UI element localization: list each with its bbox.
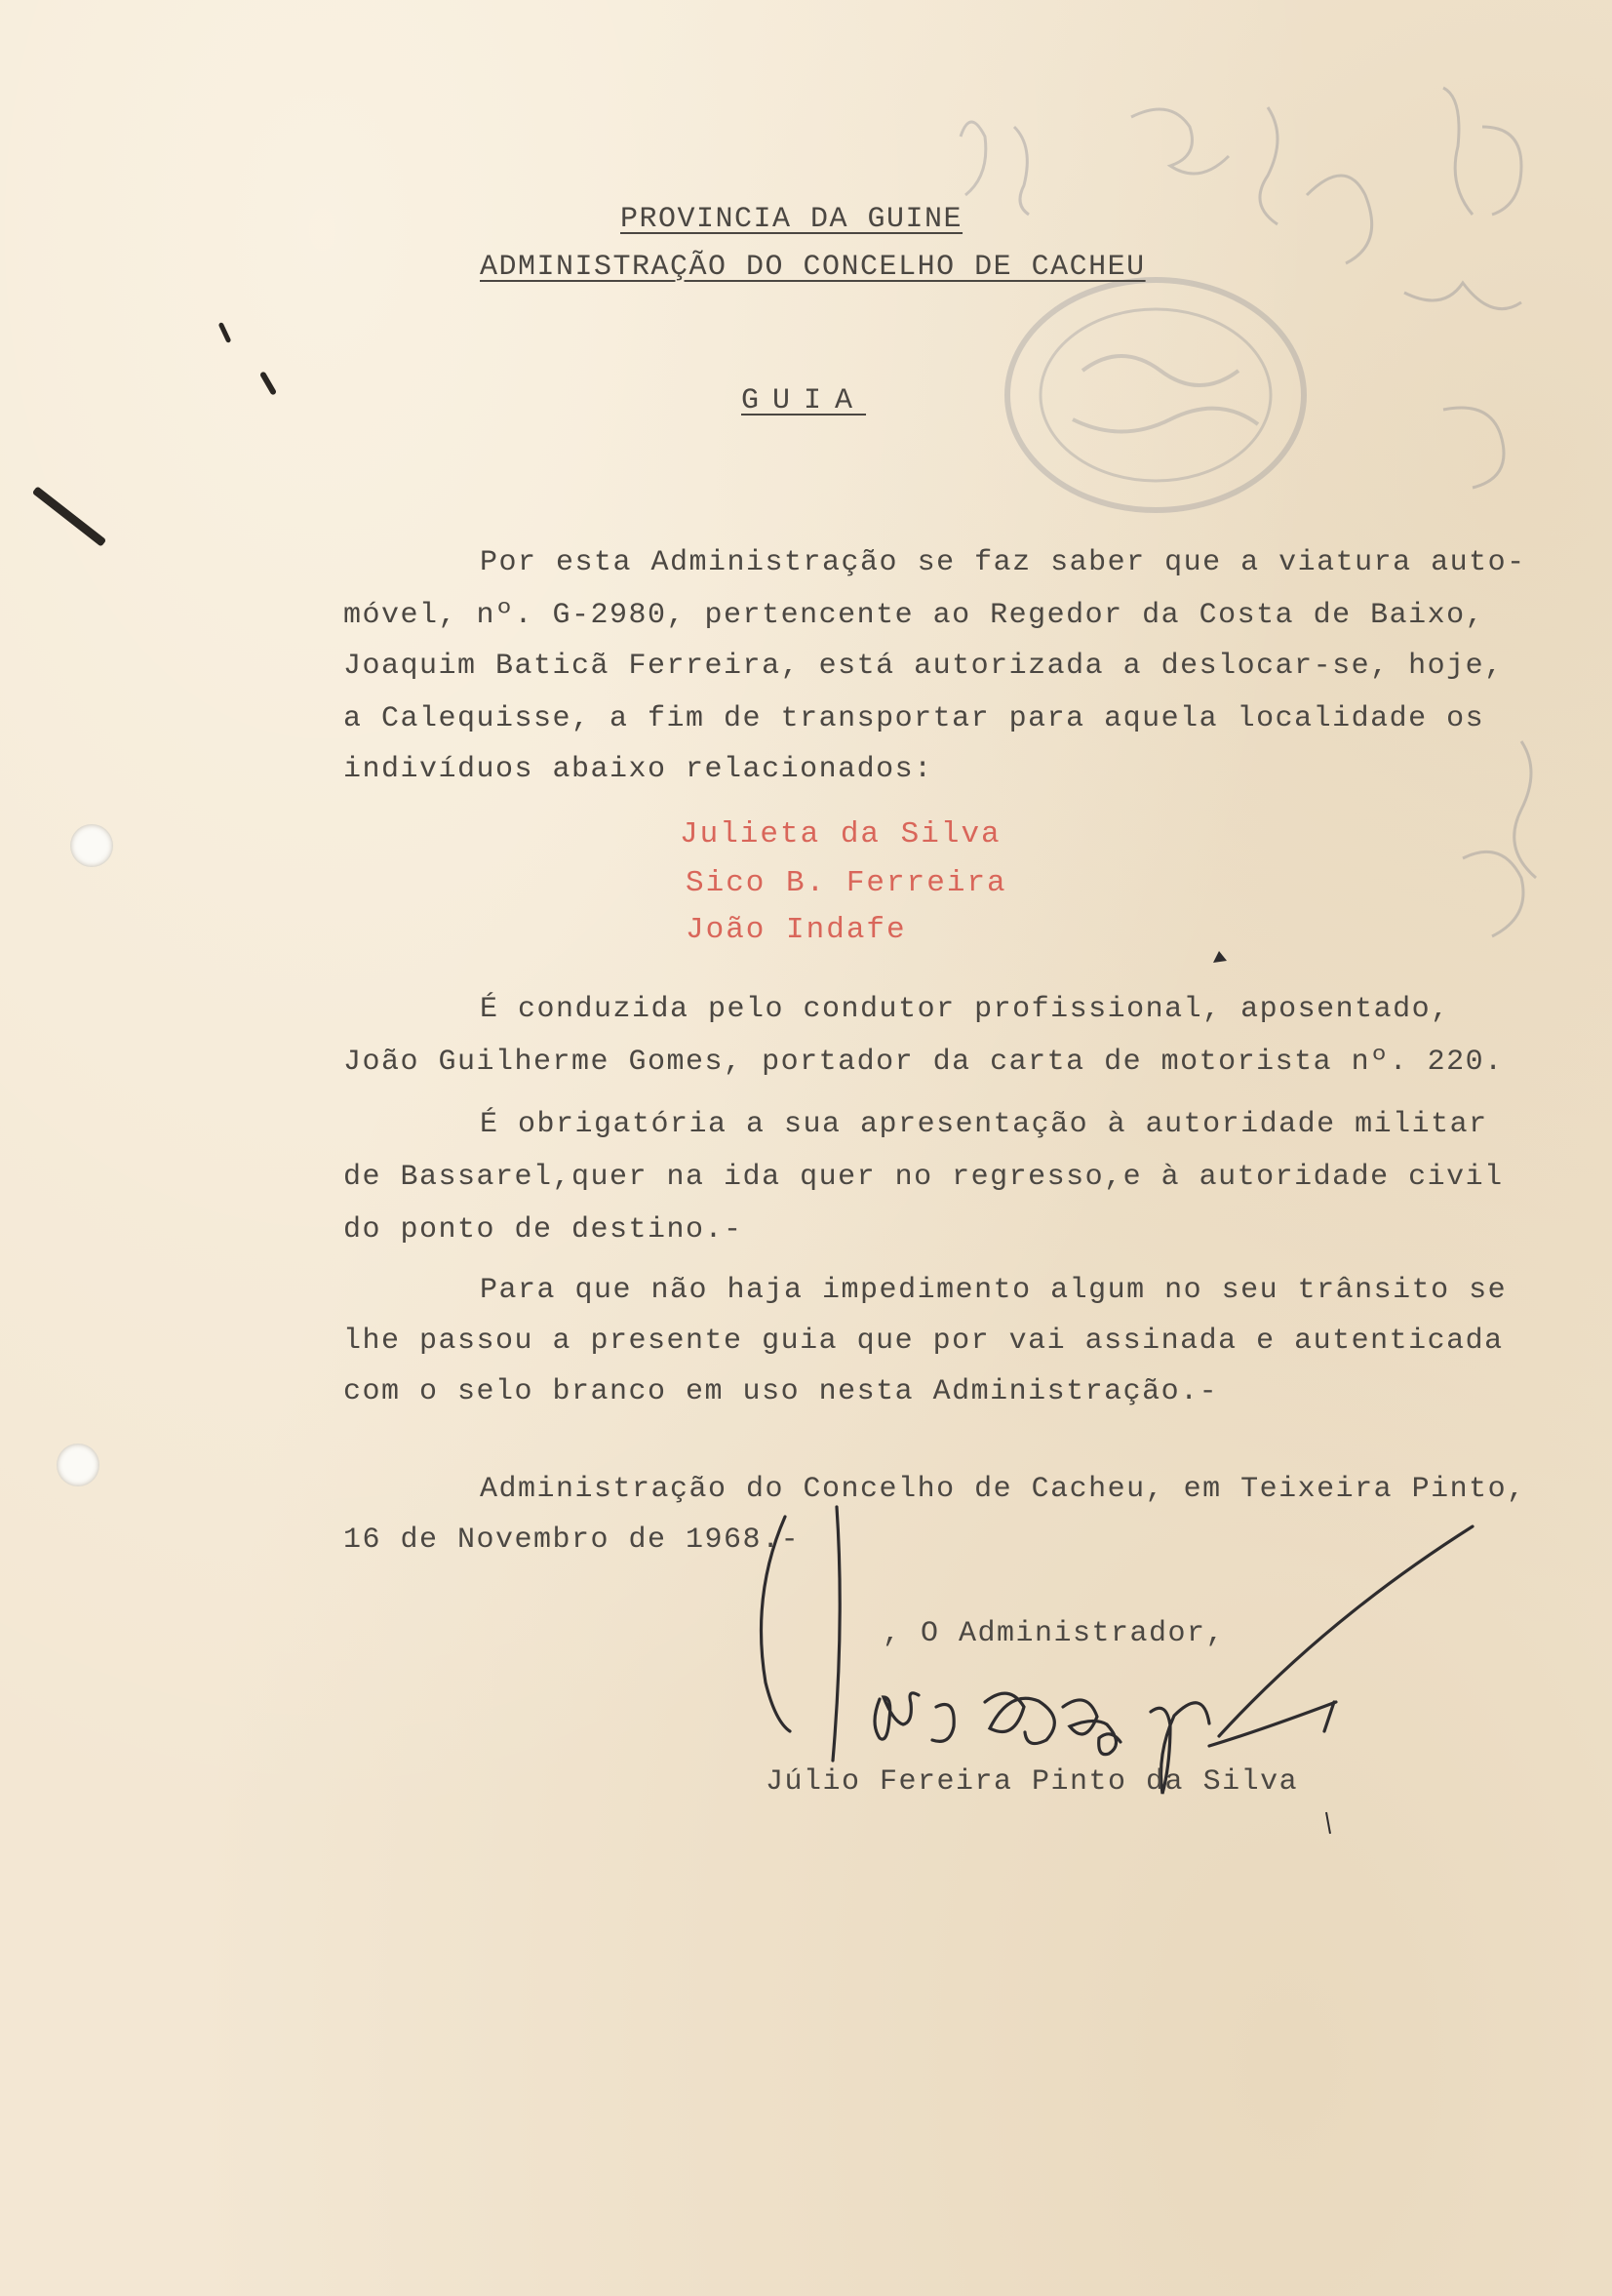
paragraph-3-line-3: do ponto de destino.- xyxy=(343,1213,743,1247)
paragraph-1-line-2: móvel, nº. G-2980, pertencente ao Regedor da Costa de Baixo, xyxy=(343,599,1485,632)
paragraph-1-line-3: Joaquim Baticã Ferreira, está autorizada a deslocar-se, hoje, xyxy=(343,650,1504,683)
paragraph-4-line-2: lhe passou a presente guia que por vai assinada e autenticada xyxy=(343,1325,1504,1358)
header-line-1: PROVINCIA DA GUINE xyxy=(620,203,963,236)
punch-hole xyxy=(57,1444,99,1486)
slash-mark xyxy=(1326,1812,1330,1834)
paragraph-1-line-1: Por esta Administração se faz saber que a viatura auto- xyxy=(480,546,1526,579)
closing-line-2: 16 de Novembro de 1968.- xyxy=(343,1524,801,1557)
paragraph-1-line-5: indivíduos abaixo relacionados: xyxy=(343,753,933,786)
document-title: GUIA xyxy=(741,384,867,417)
paragraph-2-line-1: É conduzida pelo condutor profissional, aposentado, xyxy=(480,993,1450,1026)
closing-line-1: Administração do Concelho de Cacheu, em Teixeira Pinto, xyxy=(480,1473,1526,1506)
paragraph-3-line-1: É obrigatória a sua apresentação à autoridade militar xyxy=(480,1108,1488,1141)
paragraph-1-line-4: a Calequisse, a fim de transportar para aquela localidade os xyxy=(343,702,1485,735)
faded-handwritten-notes xyxy=(961,88,1536,936)
listed-name: João Indafe xyxy=(686,913,907,947)
header-line-2: ADMINISTRAÇÃO DO CONCELHO DE CACHEU xyxy=(480,251,1146,284)
signatory-name: Júlio Fereira Pinto da Silva xyxy=(766,1765,1299,1799)
punch-hole xyxy=(70,824,113,867)
signature-scrawl xyxy=(762,1507,1474,1794)
paragraph-3-line-2: de Bassarel,quer na ida quer no regresso,e à autoridade civil xyxy=(343,1161,1504,1194)
paragraph-2-line-2: João Guilherme Gomes, portador da carta de motorista nº. 220. xyxy=(343,1046,1504,1079)
faded-seal-stamp xyxy=(1007,280,1304,510)
paragraph-4-line-3: com o selo branco em uso nesta Administração.- xyxy=(343,1375,1219,1408)
arrow-mark xyxy=(1213,951,1227,963)
signatory-role: , O Administrador, xyxy=(883,1617,1226,1650)
paragraph-4-line-1: Para que não haja impedimento algum no seu trânsito se xyxy=(480,1274,1508,1307)
listed-name: Julieta da Silva xyxy=(680,817,1002,851)
listed-name: Sico B. Ferreira xyxy=(686,866,1007,900)
